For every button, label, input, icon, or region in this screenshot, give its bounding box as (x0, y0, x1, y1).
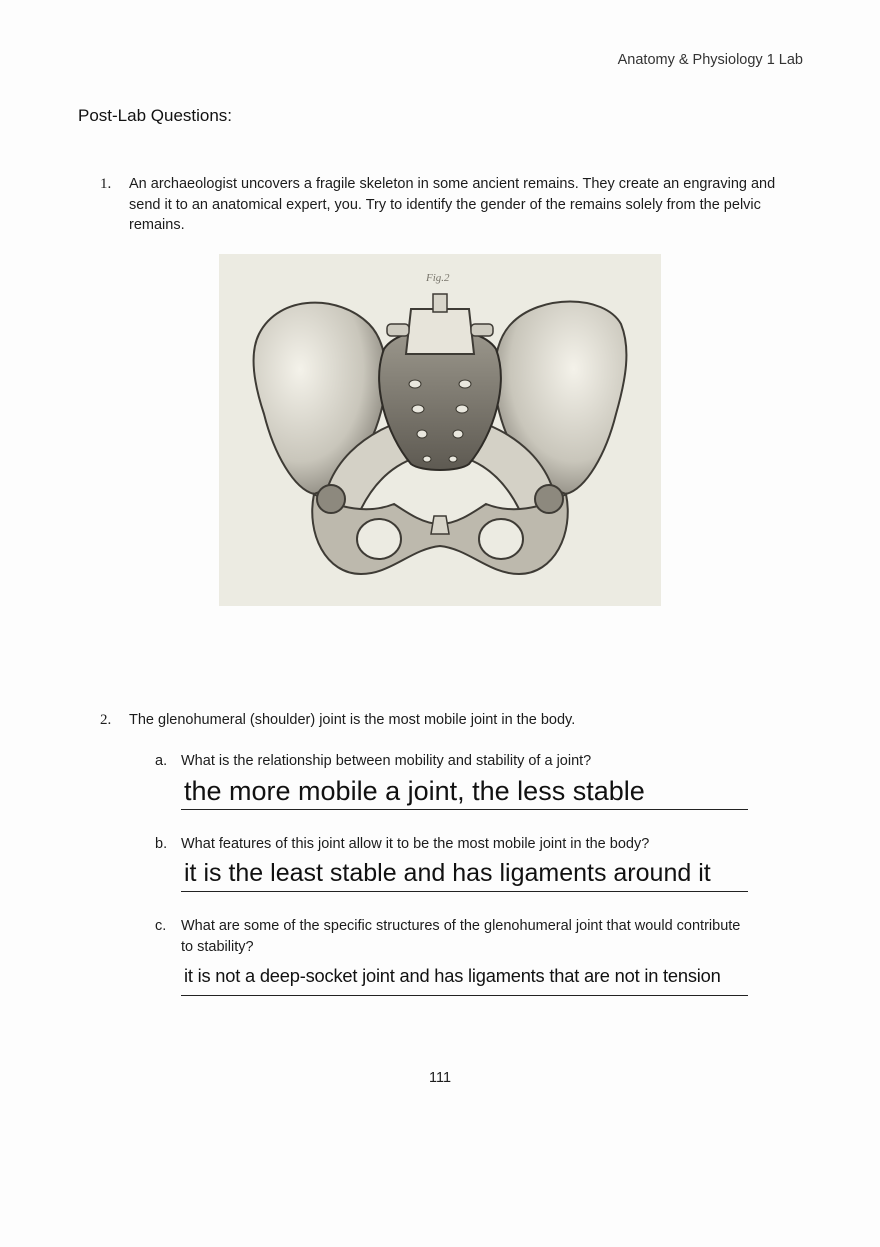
part-question-text: What features of this joint allow it to be the most mobile joint in the body? (181, 836, 650, 852)
part-letter: b. (155, 836, 168, 852)
part-letter: c. (155, 918, 167, 934)
question-number: 2. (100, 712, 112, 728)
pelvis-engraving-figure (219, 254, 661, 606)
answer-2a-field[interactable] (181, 773, 748, 810)
question-number: 1. (100, 176, 112, 192)
answer-2c-field[interactable] (181, 962, 748, 996)
answer-2a-text: the more mobile a joint, the less stable (184, 776, 645, 806)
part-question-text: What are some of the specific structures of the glenohumeral joint that would contribute to stability? (181, 918, 741, 955)
page-header: Anatomy & Physiology 1 Lab (617, 52, 803, 68)
part-letter: a. (155, 753, 168, 769)
question-text: The glenohumeral (shoulder) joint is the most mobile joint in the body. (129, 712, 576, 728)
answer-2b-field[interactable] (181, 855, 748, 892)
pelvis-engraving-image (219, 254, 661, 606)
question-text: An archaeologist uncovers a fragile skeleton in some ancient remains. They create an engraving and send it to an anatomical expert, you. Try to identify the gender of the remains solely from the pelvic remains. (129, 176, 776, 233)
page-number: 111 (428, 1070, 452, 1086)
answer-2b-text: it is the least stable and has ligaments around it (184, 859, 711, 887)
answer-2c-text: it is not a deep-socket joint and has ligaments that are not in tension (184, 965, 721, 986)
section-title: Post-Lab Questions: (78, 106, 233, 125)
figure-label: Fig.2 (426, 272, 450, 284)
part-question-text: What is the relationship between mobility and stability of a joint? (181, 753, 592, 769)
